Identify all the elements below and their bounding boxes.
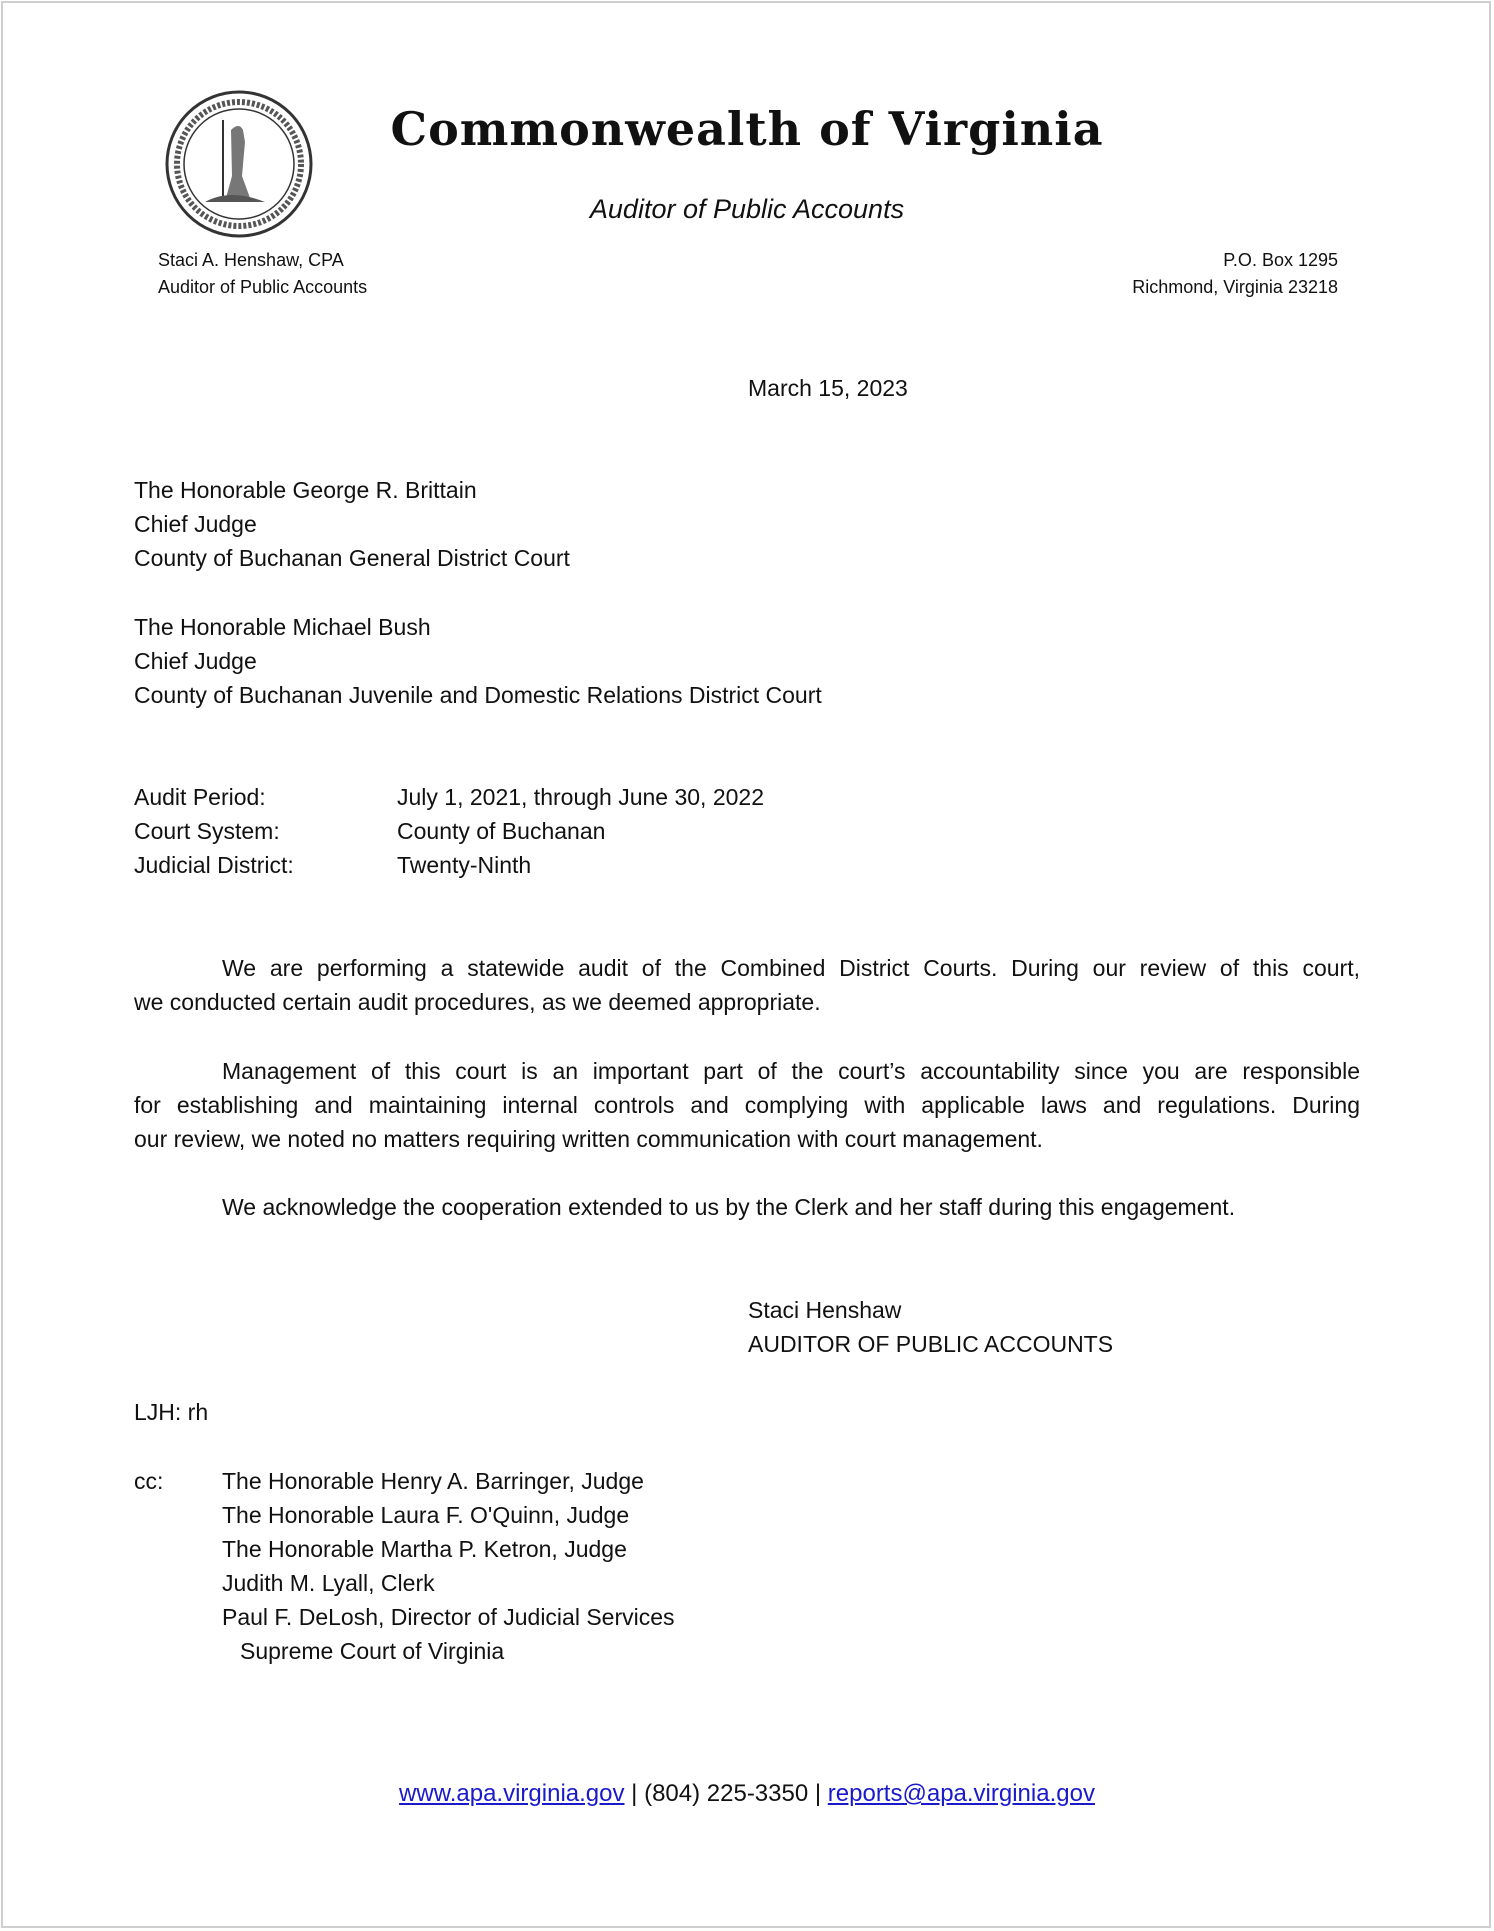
cc-recipient: The Honorable Laura F. O'Quinn, Judge (222, 1502, 630, 1528)
cc-recipient: Paul F. DeLosh, Director of Judicial Services (222, 1604, 675, 1630)
letterhead-subtitle: Auditor of Public Accounts (589, 194, 905, 224)
paragraph-line: we conducted certain audit procedures, as we deemed appropriate. (134, 989, 821, 1015)
audit-info-label: Judicial District: (134, 852, 294, 878)
addressee-title: Chief Judge (134, 648, 257, 674)
audit-info-label: Audit Period: (134, 784, 266, 810)
addressee-title: Chief Judge (134, 511, 257, 537)
auditor-name: Staci A. Henshaw, CPA (158, 250, 344, 270)
email-link[interactable]: reports@apa.virginia.gov (827, 1780, 1095, 1807)
city-address: Richmond, Virginia 23218 (1132, 277, 1338, 297)
initials: LJH: rh (134, 1399, 209, 1425)
cc-recipient: The Honorable Henry A. Barringer, Judge (222, 1468, 644, 1494)
paragraph-line: We acknowledge the cooperation extended to us by the Clerk and her staff during this engagement. (222, 1194, 1236, 1220)
addressee-court: County of Buchanan General District Court (134, 545, 570, 571)
footer (0, 1780, 1494, 1808)
cc-recipient: Supreme Court of Virginia (240, 1638, 505, 1664)
audit-info-value: Twenty-Ninth (397, 852, 532, 878)
phone-number: (804) 225-3350 (644, 1780, 809, 1807)
signature-name: Staci Henshaw (748, 1297, 902, 1323)
auditor-title: Auditor of Public Accounts (158, 277, 368, 297)
paragraph-line: our review, we noted no matters requiring written communication with court management. (134, 1126, 1043, 1152)
letterhead-title: Commonwealth of Virginia (390, 102, 1104, 156)
cc-label: cc: (134, 1468, 164, 1494)
separator: | (814, 1780, 822, 1807)
paragraph-line: for establishing and maintaining internal controls and complying with applicable laws and regulations. During (134, 1092, 1360, 1118)
signature-title: AUDITOR OF PUBLIC ACCOUNTS (748, 1331, 1114, 1357)
audit-info-label: Court System: (134, 818, 280, 844)
cc-recipient: The Honorable Martha P. Ketron, Judge (222, 1536, 627, 1562)
addressee-name: The Honorable George R. Brittain (134, 477, 477, 503)
po-box: P.O. Box 1295 (1223, 250, 1338, 270)
audit-info-value: County of Buchanan (397, 818, 606, 844)
cc-recipient: Judith M. Lyall, Clerk (222, 1570, 435, 1596)
paragraph-line: We are performing a statewide audit of the Combined District Courts. During our review of this court, (222, 955, 1360, 981)
paragraph-line: Management of this court is an important part of the court’s accountability since you are responsible (222, 1058, 1360, 1084)
separator: | (631, 1780, 638, 1807)
addressee-name: The Honorable Michael Bush (134, 614, 431, 640)
letter-date: March 15, 2023 (748, 375, 908, 401)
addressee-court: County of Buchanan Juvenile and Domestic Relations District Court (134, 682, 822, 708)
audit-info-value: July 1, 2021, through June 30, 2022 (397, 784, 765, 810)
website-link[interactable]: www.apa.virginia.gov (399, 1780, 625, 1807)
